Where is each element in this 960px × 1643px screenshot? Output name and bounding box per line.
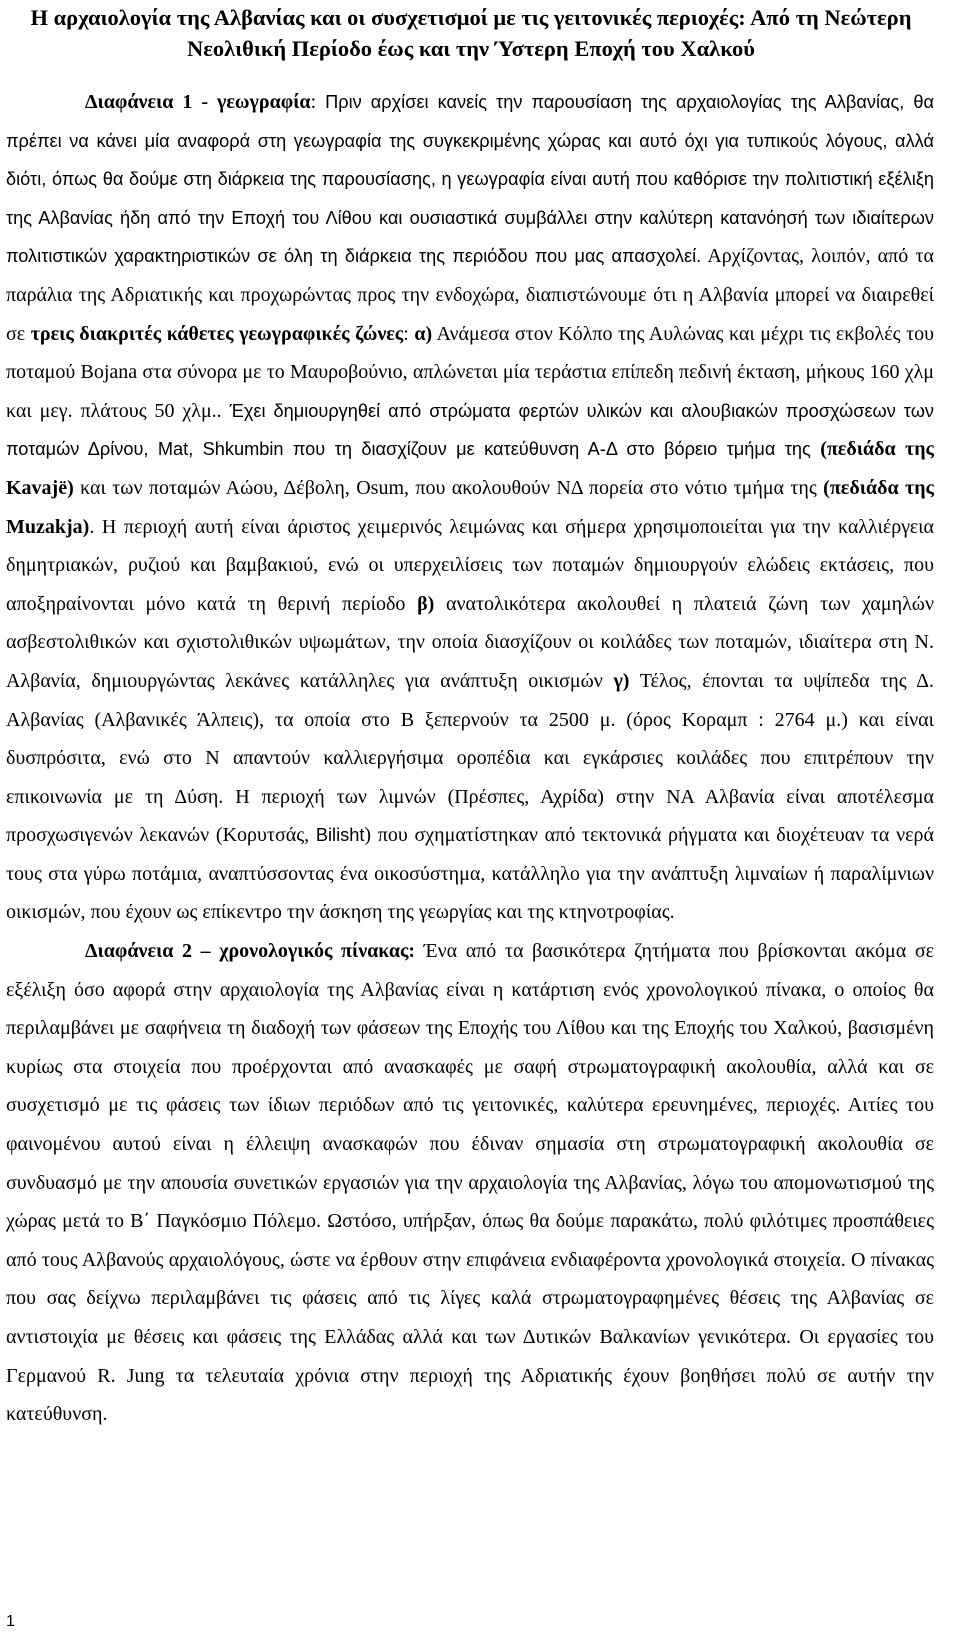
slide-2-label: Διαφάνεια 2 – χρονολογικός πίνακας: bbox=[85, 940, 416, 963]
page-number: 1 bbox=[6, 1613, 15, 1630]
paragraph-geography bbox=[6, 83, 934, 932]
text-run: . Η περιοχή αυτή είναι άριστος χειμερινός λειμώνας και σήμερα χρησιμοποιείται για την καλλιέργεια δημητριακών, ρυζιού και βαμβακιού, ενώ οι υπερχειλίσεις των ποταμών δημιουργούν ελώδεις εκτάσεις, που αποξηραίνονται μόνο κατά τη θερινή περίοδο bbox=[6, 515, 934, 615]
text-run: Πριν αρχίσει κανείς την παρουσίαση της αρχαιολογίας της Αλβανίας, θα πρέπει να κάνει μία αναφορά στη γεωγραφία της συγκεκριμένης χώρας και αυτό όχι για τυπικούς λόγους, αλλά διότι, όπως θα δούμε στη διάρκεια της παρουσίασης, η γεωγραφία είναι αυτή που καθόρισε την πολιτιστική εξέλιξη της Αλβανίας ήδη από την Εποχή του Λίθου και ουσιαστικά συμβάλλει στην καλύτερη κατανόησή των ιδιαίτερων πολιτιστικών χαρακτηριστικών σε όλη τη διάρκεια της περιόδου που μας απασχολεί. bbox=[6, 92, 934, 267]
text-run: : bbox=[403, 322, 415, 345]
slide-1-label: Διαφάνεια 1 - γεωγραφία bbox=[85, 91, 311, 113]
text-run: ανατολικότερα ακολουθεί η πλατειά ζώνη των χαμηλών ασβεστολιθικών και σχιστολιθικών υψωμάτων, την οποία διασχίζουν οι κοιλάδες των ποταμών, ιδιαίτερα στη Ν. Αλβανία, δημιουργώντας λεκάνες κατάλληλες για ανάπτυξη οικισμών bbox=[6, 592, 934, 692]
text-run: ) που σχηματίστηκαν από τεκτονικά ρήγματα και διοχέτευαν τα νερά τους στα γύρω ποτάμια, αναπτύσσοντας ένα οικοσύστημα, κατάλληλο για την ανάπτυξη λιμναίων ή παραλίμνιων οικισμών, που έχουν ως επίκεντρο την άσκηση της γεωργίας και της κτηνοτροφίας. bbox=[6, 824, 934, 924]
emphasis-muzakja: (πεδιάδα της Muzakja) bbox=[6, 476, 934, 538]
document-title: Η αρχαιολογία της Αλβανίας και οι συσχετισμοί με τις γειτονικές περιοχές: Από τη Νεώτερη Νεολιθική Περίοδο έως και την Ύστερη Εποχή του Χαλκού bbox=[30, 5, 912, 61]
document-body bbox=[6, 83, 934, 1434]
text-run: Ένα από τα βασικότερα ζητήματα που βρίσκονται ακόμα σε εξέλιξη όσο αφορά στην αρχαιολογία της Αλβανίας είναι η κατάρτιση ενός χρονολογικού πίνακα, ο οποίος θα περιλαμβάνει με σαφήνεια τη διαδοχή των φάσεων της Εποχής του Λίθου και της Εποχής του Χαλκού, βασισμένη κυρίως στα στοιχεία που προέρχονται από ανασκαφές με σαφή στρωματογραφική ακολουθία, αλλά και σε συσχετισμό με τις φάσεις των ίδιων περιόδων από τις γειτονικές, καλύτερα ερευνημένες, περιοχές. Αιτίες του φαινομένου αυτού είναι η έλλειψη ανασκαφών που έδιναν σημασία στη στρωματογραφική ακολουθία σε συνδυασμό με την απουσία συνετικών εργασιών για την αρχαιολογία της Αλβανίας, λόγω του απομονωτισμού της χώρας μετά το Β΄ Παγκόσμιο Πόλεμο. Ωστόσο, υπήρξαν, όπως θα δούμε παρακάτω, πολύ φιλότιμες προσπάθειες από τους Αλβανούς αρχαιολόγους, ώστε να έρθουν στην επιφάνεια ενδιαφέροντα χρονολογικά στοιχεία. Ο πίνακας που σας δείχνω περιλαμβάνει τις φάσεις από τις λίγες καλά στρωματογραφημένες θέσεις της Αλβανίας σε αντιστοιχία με θέσεις και φάσεις της Ελλάδας αλλά και των Δυτικών Βαλκανίων γενικότερα. Οι εργασίες του Γερμανού R. Jung τα τελευταία χρόνια στην περιοχή της Αδριατικής έχουν βοηθήσει πολύ σε αυτήν την κατεύθυνση. bbox=[6, 940, 935, 1426]
text-run: Αρχίζοντας, λοιπόν, από τα παράλια της Αδριατικής και προχωρώντας προς την ενδοχώρα, διαπιστώνουμε ότι η Αλβανία μπορεί να διαιρεθεί σε bbox=[6, 245, 934, 345]
text-run: Bilisht bbox=[315, 825, 365, 846]
text-run: Ανάμεσα στον Κόλπο της Αυλώνας και μέχρι τις εκβολές του ποταμού Bojana στα σύνορα με το Μαυροβούνιο, απλώνεται μία τεράστια επίπεδη πεδινή έκταση, μήκους 160 χλμ και μεγ. πλάτους 50 χλμ.. bbox=[6, 322, 935, 422]
text-run: Τέλος, έπονται τα υψίπεδα της Δ. Αλβανίας (Αλβανικές Άλπεις), τα οποία στο Β ξεπερνούν τα 2500 μ. (όρος Κοραμπ : 2764 μ.) και είναι δυσπρόσιτα, ενώ στο Ν απαντούν καλλιεργήσιμα οροπέδια και εγκάρσιες κοιλάδες που επιτρέπουν την επικοινωνία με τη Δύση. Η περιοχή των λιμνών (Πρέσπες, Αχρίδα) στην ΝΑ Αλβανία είναι αποτέλεσμα προσχωσιγενών λεκανών (Κορυτσάς, bbox=[6, 669, 934, 847]
enum-marker-b: β) bbox=[417, 592, 435, 615]
emphasis-three-zones: τρεις διακριτές κάθετες γεωγραφικές ζώνες bbox=[30, 322, 404, 345]
text-run: : bbox=[310, 91, 326, 113]
emphasis-kavaje: (πεδιάδα της Kavajë) bbox=[6, 438, 934, 499]
text-run: Έχει δημιουργηθεί από στρώματα φερτών υλικών και αλουβιακών προσχώσεων των ποταμών Δρίνου, Mat, Shkumbin που τη διασχίζουν με κατεύθυνση Α-Δ στο βόρειο τμήμα της bbox=[6, 400, 934, 460]
enum-marker-a: α) bbox=[414, 322, 433, 345]
text-run: και των ποταμών Αώου, Δέβολη, Osum, που ακολουθούν ΝΔ πορεία στο νότιο τμήμα της bbox=[73, 476, 824, 499]
enum-marker-c: γ) bbox=[613, 669, 630, 692]
paragraph-chronology bbox=[6, 932, 934, 1434]
